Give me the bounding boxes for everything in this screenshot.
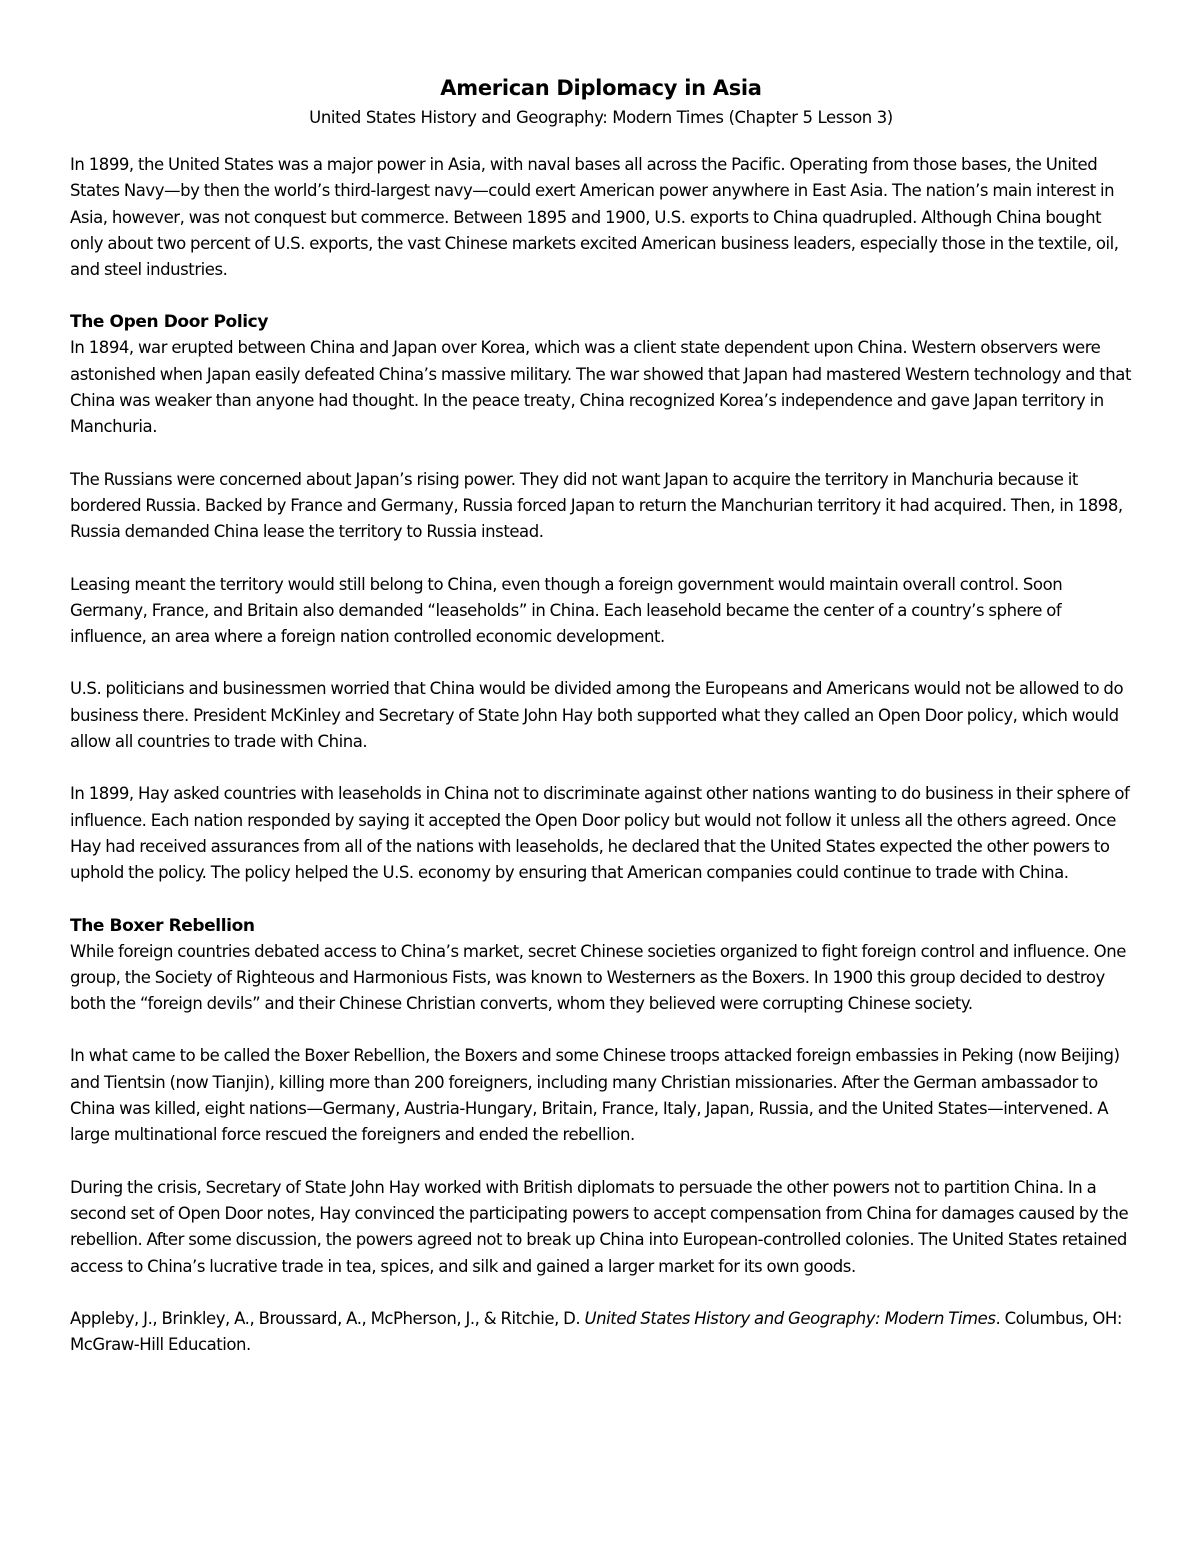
section-heading-open-door: The Open Door Policy: [70, 312, 269, 333]
spacer: [70, 1280, 1132, 1306]
document-page: [70, 74, 1132, 1358]
citation-publisher: Columbus, OH: McGraw-Hill Education.: [70, 1308, 1122, 1355]
citation-period: .: [995, 1308, 1001, 1328]
citation-authors: Appleby, J., Brinkley, A., Broussard, A., McPherson, J., & Ritchie, D.: [70, 1308, 581, 1328]
document-subtitle: United States History and Geography: Modern Times (Chapter 5 Lesson 3): [309, 108, 893, 127]
spacer: [70, 130, 1132, 152]
spacer: [70, 283, 1132, 309]
document-title: American Diplomacy in Asia: [440, 76, 762, 100]
spacer: [70, 755, 1132, 781]
spacer: [70, 887, 1132, 913]
spacer: [70, 1017, 1132, 1043]
spacer: [70, 441, 1132, 467]
intro-paragraph: In 1899, the United States was a major power in Asia, with naval bases all across the Pacific. Operating from those bases, the United States Navy—by then the world’s third-largest navy—could exert American power anywhere in East Asia. The nation’s main interest in Asia, however, was not conquest but commerce. Between 1895 and 1900, U.S. exports to China quadrupled. Although China bought only about two percent of U.S. exports, the vast Chinese markets excited American business leaders, especially those in the textile, oil, and steel industries.: [70, 155, 1119, 280]
boxer-paragraph-1: While foreign countries debated access to China’s market, secret Chinese societies organized to fight foreign control and influence. One group, the Society of Righteous and Harmonious Fists, was known to Westerners as the Boxers. In 1900 this group decided to destroy both the “foreign devils” and their Chinese Christian converts, whom they believed were corrupting Chinese society.: [70, 941, 1126, 1014]
open-door-paragraph-2: The Russians were concerned about Japan’s rising power. They did not want Japan to acquire the territory in Manchuria because it bordered Russia. Backed by France and Germany, Russia forced Japan to return the Manchurian territory it had acquired. Then, in 1898, Russia demanded China lease the territory to Russia instead.: [70, 469, 1123, 542]
spacer: [70, 546, 1132, 572]
citation-book-title: United States History and Geography: Modern Times: [584, 1308, 996, 1328]
boxer-paragraph-2: In what came to be called the Boxer Rebellion, the Boxers and some Chinese troops attacked foreign embassies in Peking (now Beijing) and Tientsin (now Tianjin), killing more than 200 foreigners, including many Christian missionaries. After the German ambassador to China was killed, eight nations—Germany, Austria-Hungary, Britain, France, Italy, Japan, Russia, and the United States—intervened. A large multinational force rescued the foreigners and ended the rebellion.: [70, 1046, 1120, 1145]
spacer: [70, 650, 1132, 676]
open-door-paragraph-3: Leasing meant the territory would still belong to China, even though a foreign government would maintain overall control. Soon Germany, France, and Britain also demanded “leaseholds” in China. Each leasehold became the center of a country’s sphere of influence, an area where a foreign nation controlled economic development.: [70, 574, 1063, 647]
boxer-paragraph-3: During the crisis, Secretary of State John Hay worked with British diplomats to persuade the other powers not to partition China. In a second set of Open Door notes, Hay convinced the participating powers to accept compensation from China for damages caused by the rebellion. After some discussion, the powers agreed not to break up China into European-controlled colonies. The United States retained access to China’s lucrative trade in tea, spices, and silk and gained a larger market for its own goods.: [70, 1177, 1129, 1276]
section-heading-boxer-rebellion: The Boxer Rebellion: [70, 915, 255, 936]
open-door-paragraph-4: U.S. politicians and businessmen worried that China would be divided among the Europeans and Americans would not be allowed to do business there. President McKinley and Secretary of State John Hay both supported what they called an Open Door policy, which would allow all countries to trade with China.: [70, 679, 1124, 752]
citation: [70, 1306, 1132, 1359]
open-door-paragraph-5: In 1899, Hay asked countries with leaseholds in China not to discriminate against other nations wanting to do business in their sphere of influence. Each nation responded by saying it accepted the Open Door policy but would not follow it unless all the others agreed. Once Hay had received assurances from all of the nations with leaseholds, he declared that the United States expected the other powers to uphold the policy. The policy helped the U.S. economy by ensuring that American companies could continue to trade with China.: [70, 784, 1130, 883]
open-door-paragraph-1: In 1894, war erupted between China and Japan over Korea, which was a client state dependent upon China. Western observers were astonished when Japan easily defeated China’s massive military. The war showed that Japan had mastered Western technology and that China was weaker than anyone had thought. In the peace treaty, China recognized Korea’s independence and gave Japan territory in Manchuria.: [70, 338, 1131, 437]
spacer: [70, 1149, 1132, 1175]
